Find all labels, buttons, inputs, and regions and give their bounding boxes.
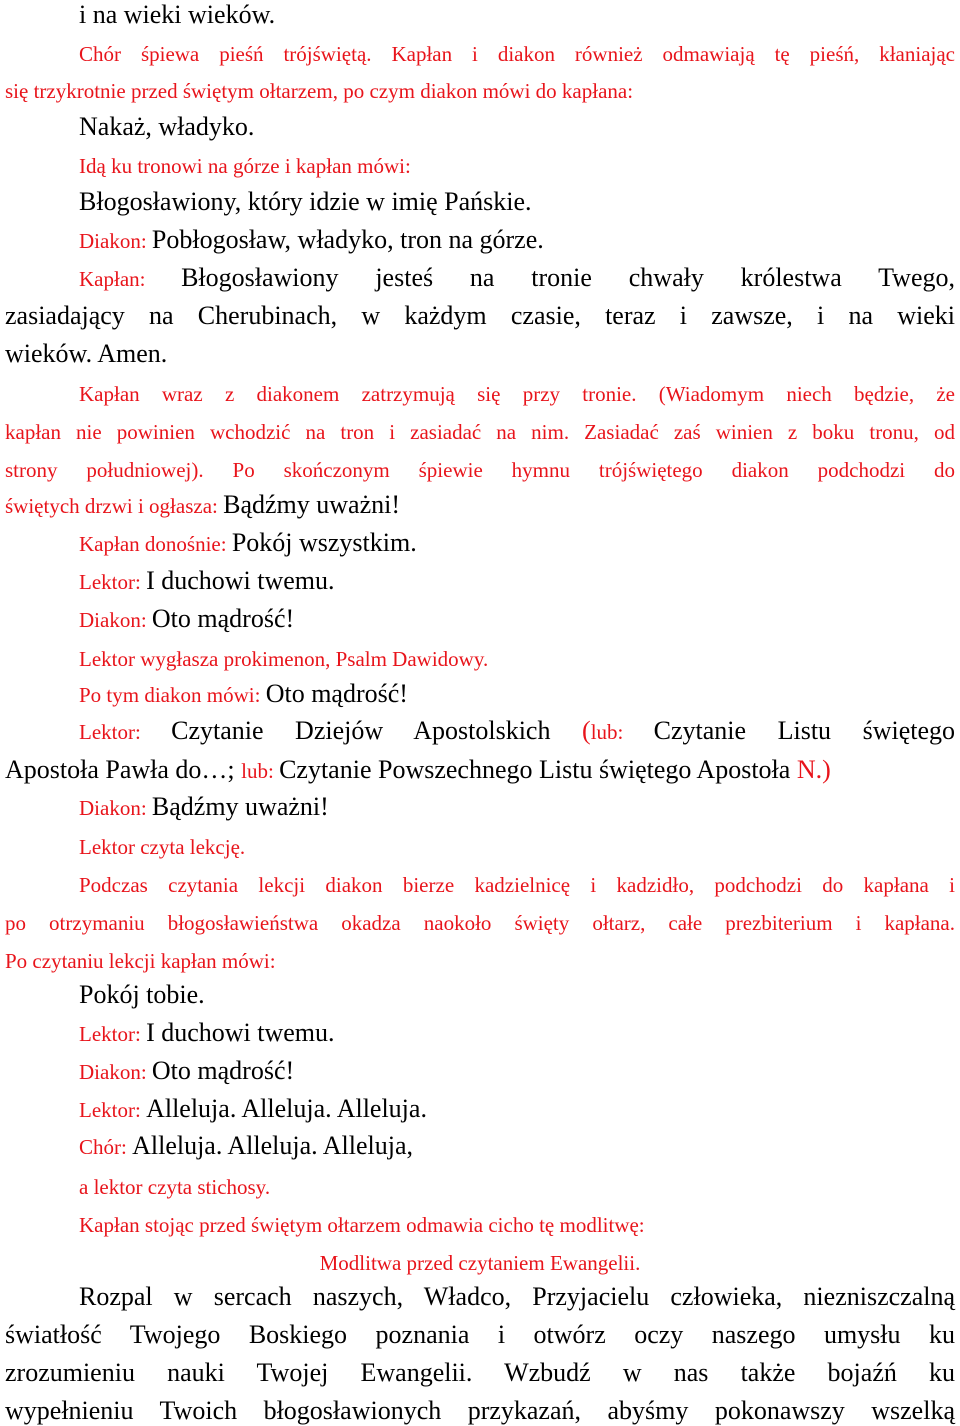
- rubric-text: Lektor:: [79, 570, 147, 594]
- liturgical-text: i na wieki wieków.: [79, 0, 276, 29]
- rubric-text: Kapłan donośnie:: [79, 532, 232, 556]
- rubric-text: świętych drzwi i ogłasza:: [5, 494, 224, 518]
- text-line-7: [5, 225, 955, 256]
- liturgical-text: Pokój tobie.: [79, 980, 205, 1009]
- liturgical-text: Nakaż, władyko.: [79, 112, 255, 141]
- text-line-27: [5, 980, 955, 1010]
- text-line-20: [5, 716, 955, 747]
- text-line-22: [5, 792, 955, 823]
- text-line-32: [5, 1171, 955, 1202]
- rubric-text: Po czytaniu lekcji kapłan mówi:: [5, 949, 276, 973]
- rubric-text: Kapłan:: [79, 267, 182, 291]
- text-line-10: [5, 339, 955, 369]
- text-line-13: [5, 454, 955, 485]
- liturgical-text: Błogosławiony, który idzie w imię Pańskie.: [79, 187, 532, 216]
- liturgical-text: Oto mądrość!: [151, 604, 295, 633]
- text-line-3: [5, 75, 955, 106]
- text-line-29: [5, 1056, 955, 1087]
- text-line-38: [5, 1396, 955, 1426]
- text-line-30: [5, 1094, 955, 1125]
- text-line-19: [5, 679, 955, 710]
- liturgical-text: wieków. Amen.: [5, 339, 168, 368]
- liturgical-text: Rozpal w sercach naszych, Władco, Przyjacielu człowieka, niezniszczalną: [79, 1282, 955, 1311]
- rubric-text: Chór śpiewa pieśń trójświętą. Kapłan i diakon również odmawiają tę pieśń, kłaniając: [79, 42, 955, 66]
- text-line-25: [5, 907, 955, 938]
- text-line-14: [5, 490, 955, 521]
- liturgical-text: Błogosławiony jesteś na tronie chwały królestwa Twego,: [181, 263, 955, 292]
- text-line-24: [5, 869, 955, 900]
- text-line-1: [5, 0, 955, 30]
- text-line-26: [5, 945, 955, 976]
- liturgical-text: Czytanie Listu świętego: [653, 716, 956, 745]
- text-line-16: [5, 566, 955, 597]
- liturgical-text: Alleluja. Alleluja. Alleluja.: [146, 1094, 427, 1123]
- liturgical-text: zasiadający na Cherubinach, w każdym czasie, teraz i zawsze, i na wieki: [5, 301, 955, 330]
- text-line-4: [5, 112, 955, 142]
- text-line-31: [5, 1131, 955, 1162]
- prayer-title: [5, 1247, 955, 1278]
- rubric-text: a lektor czyta stichosy.: [79, 1175, 271, 1199]
- rubric-text: Chór:: [79, 1135, 133, 1159]
- rubric-text: Idą ku tronowi na górze i kapłan mówi:: [79, 154, 411, 178]
- liturgical-text: Apostoła Pawła do…;: [5, 755, 242, 784]
- text-line-6: [5, 187, 955, 217]
- liturgical-text: I duchowi twemu.: [146, 1018, 335, 1047]
- rubric-text: Diakon:: [79, 229, 152, 253]
- liturgical-text: Oto mądrość!: [151, 1056, 295, 1085]
- rubric-text: Diakon:: [79, 608, 152, 632]
- rubric-text: Diakon:: [79, 1060, 152, 1084]
- liturgical-text: Pobłogosław, władyko, tron na górze.: [151, 225, 544, 254]
- text-line-2: [5, 38, 955, 69]
- liturgical-text: Alleluja. Alleluja. Alleluja,: [132, 1131, 413, 1160]
- liturgical-text: Oto mądrość!: [265, 679, 408, 708]
- liturgical-text: wypełnieniu Twoich błogosławionych przykazań, abyśmy pokonawszy wszelką: [5, 1396, 955, 1425]
- rubric-text: lub:: [241, 759, 280, 783]
- text-line-21: [5, 755, 955, 786]
- liturgical-text: światłość Twojego Boskiego poznania i otwórz oczy naszego umysłu ku: [5, 1320, 955, 1349]
- rubric-text: (: [582, 716, 591, 745]
- text-line-11: [5, 378, 955, 409]
- rubric-text: Podczas czytania lekcji diakon bierze kadzielnicę i kadzidło, podchodzi do kapłana i: [79, 873, 955, 897]
- text-line-15: [5, 528, 955, 559]
- liturgical-text: Czytanie Dziejów Apostolskich: [171, 716, 583, 745]
- text-line-23: [5, 831, 955, 862]
- rubric-text: Diakon:: [79, 796, 152, 820]
- liturgical-text: Bądźmy uważni!: [151, 792, 329, 821]
- rubric-text: Po tym diakon mówi:: [79, 683, 266, 707]
- text-line-36: [5, 1320, 955, 1350]
- text-line-5: [5, 150, 955, 181]
- text-line-18: [5, 643, 955, 674]
- text-line-37: [5, 1358, 955, 1388]
- rubric-text: Lektor:: [79, 1098, 147, 1122]
- liturgical-text: Czytanie Powszechnego Listu świętego Apostoła: [279, 755, 797, 784]
- liturgical-text: zrozumieniu nauki Twojej Ewangelii. Wzbudź w nas także bojaźń ku: [5, 1358, 955, 1387]
- rubric-text: lub:: [590, 720, 654, 744]
- text-line-17: [5, 604, 955, 635]
- rubric-text: Modlitwa przed czytaniem Ewangelii.: [319, 1251, 641, 1275]
- rubric-text: Kapłan stojąc przed świętym ołtarzem odmawia cicho tę modlitwę:: [79, 1213, 645, 1237]
- rubric-text: się trzykrotnie przed świętym ołtarzem, po czym diakon mówi do kapłana:: [5, 79, 634, 103]
- rubric-text: kapłan nie powinien wchodzić na tron i zasiadać na nim. Zasiadać zaś winien z boku tronu, od: [5, 420, 955, 444]
- text-line-33: [5, 1209, 955, 1240]
- rubric-text: Kapłan wraz z diakonem zatrzymują się przy tronie. (Wiadomym niech będzie, że: [79, 382, 955, 406]
- text-line-12: [5, 416, 955, 447]
- rubric-text: strony południowej). Po skończonym śpiewie hymnu trójświętego diakon podchodzi do: [5, 458, 955, 482]
- liturgical-text: I duchowi twemu.: [146, 566, 335, 595]
- rubric-text: Lektor:: [79, 1022, 147, 1046]
- text-line-35: [5, 1282, 955, 1312]
- rubric-text: Lektor:: [79, 720, 172, 744]
- text-line-8: [5, 263, 955, 294]
- text-line-28: [5, 1018, 955, 1049]
- liturgical-text: Bądźmy uważni!: [223, 490, 400, 519]
- rubric-text: N.): [796, 755, 831, 784]
- rubric-text: Lektor wygłasza prokimenon, Psalm Dawidowy.: [79, 647, 489, 671]
- rubric-text: Lektor czyta lekcję.: [79, 835, 246, 859]
- liturgical-text: Pokój wszystkim.: [231, 528, 417, 557]
- rubric-text: po otrzymaniu błogosławieństwa okadza naokoło święty ołtarz, całe prezbiterium i kapłana.: [5, 911, 955, 935]
- text-line-9: [5, 301, 955, 331]
